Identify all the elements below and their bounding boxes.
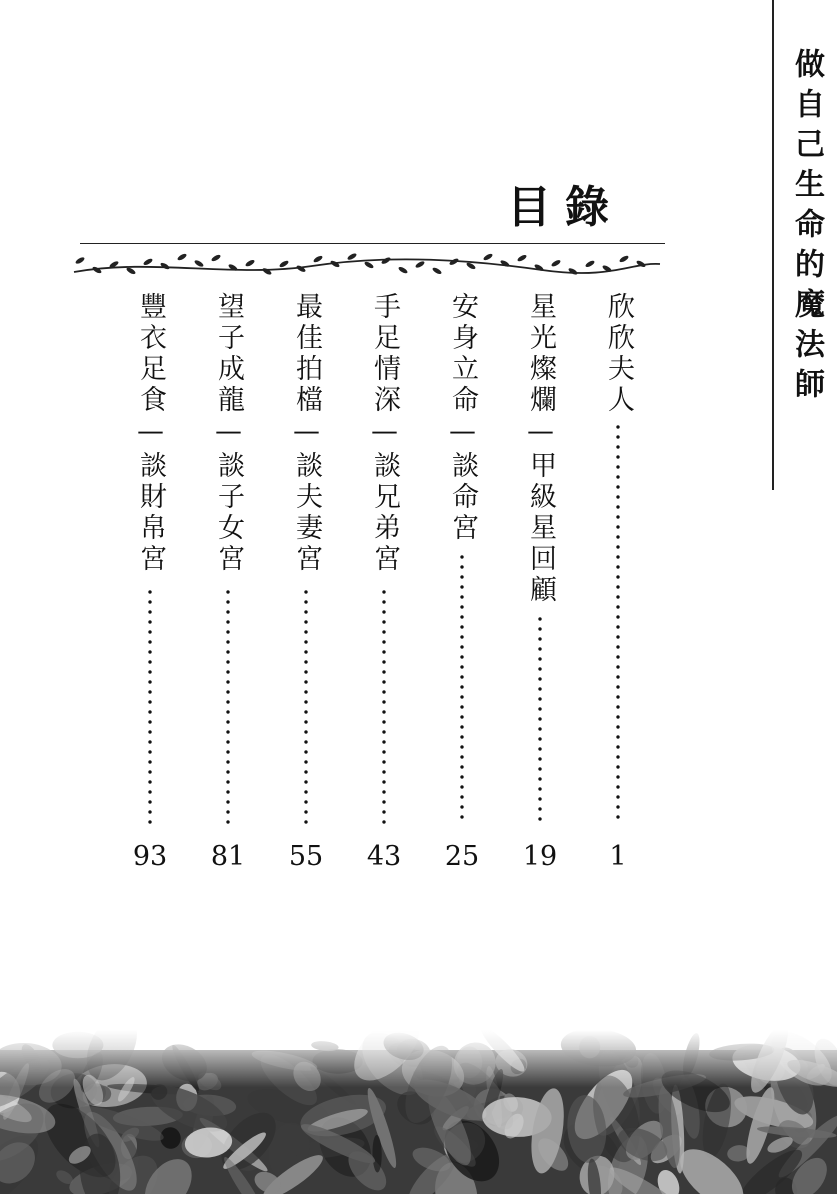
dot-leader [538,614,542,824]
toc-entry[interactable] [441,292,483,882]
toc-entry-title: 望子成龍—談子女宮 [213,292,244,575]
dot-leader [148,587,152,824]
toc-entry-title: 最佳拍檔—談夫妻宮 [291,292,322,575]
toc-page-number: 25 [444,841,480,872]
toc-entry[interactable] [597,292,639,882]
vine-ornament [72,252,662,282]
toc-page-number: 43 [366,841,402,872]
toc-entry-title: 星光燦爛—甲級星回顧 [525,292,556,606]
toc-entry[interactable] [207,292,249,882]
dot-leader [304,587,308,824]
running-head-title: 做自己生命的魔法師 [789,48,824,408]
dot-leader [382,587,386,824]
toc-page-number: 19 [522,841,558,872]
title-rule [80,243,665,244]
toc-entry[interactable] [363,292,405,882]
toc-entry-title: 欣欣夫人 [603,292,634,416]
toc-entry-title: 手足情深—談兄弟宮 [369,292,400,575]
toc-entry-title: 豐衣足食—談財帛宮 [135,292,166,575]
toc-page-number: 81 [210,841,246,872]
toc-page-number: 1 [609,841,627,872]
toc-entry[interactable] [519,292,561,882]
page-title: 目錄 [507,182,623,233]
dot-leader [616,422,620,824]
dot-leader [460,552,464,824]
toc-entry-title: 安身立命—談命宮 [447,292,478,544]
toc-entry[interactable] [129,292,171,882]
toc-page-number: 55 [288,841,324,872]
running-head [772,0,837,490]
foliage-photo [0,1030,837,1194]
dot-leader [226,587,230,824]
toc-page-number: 93 [132,841,168,872]
toc-entry[interactable] [285,292,327,882]
